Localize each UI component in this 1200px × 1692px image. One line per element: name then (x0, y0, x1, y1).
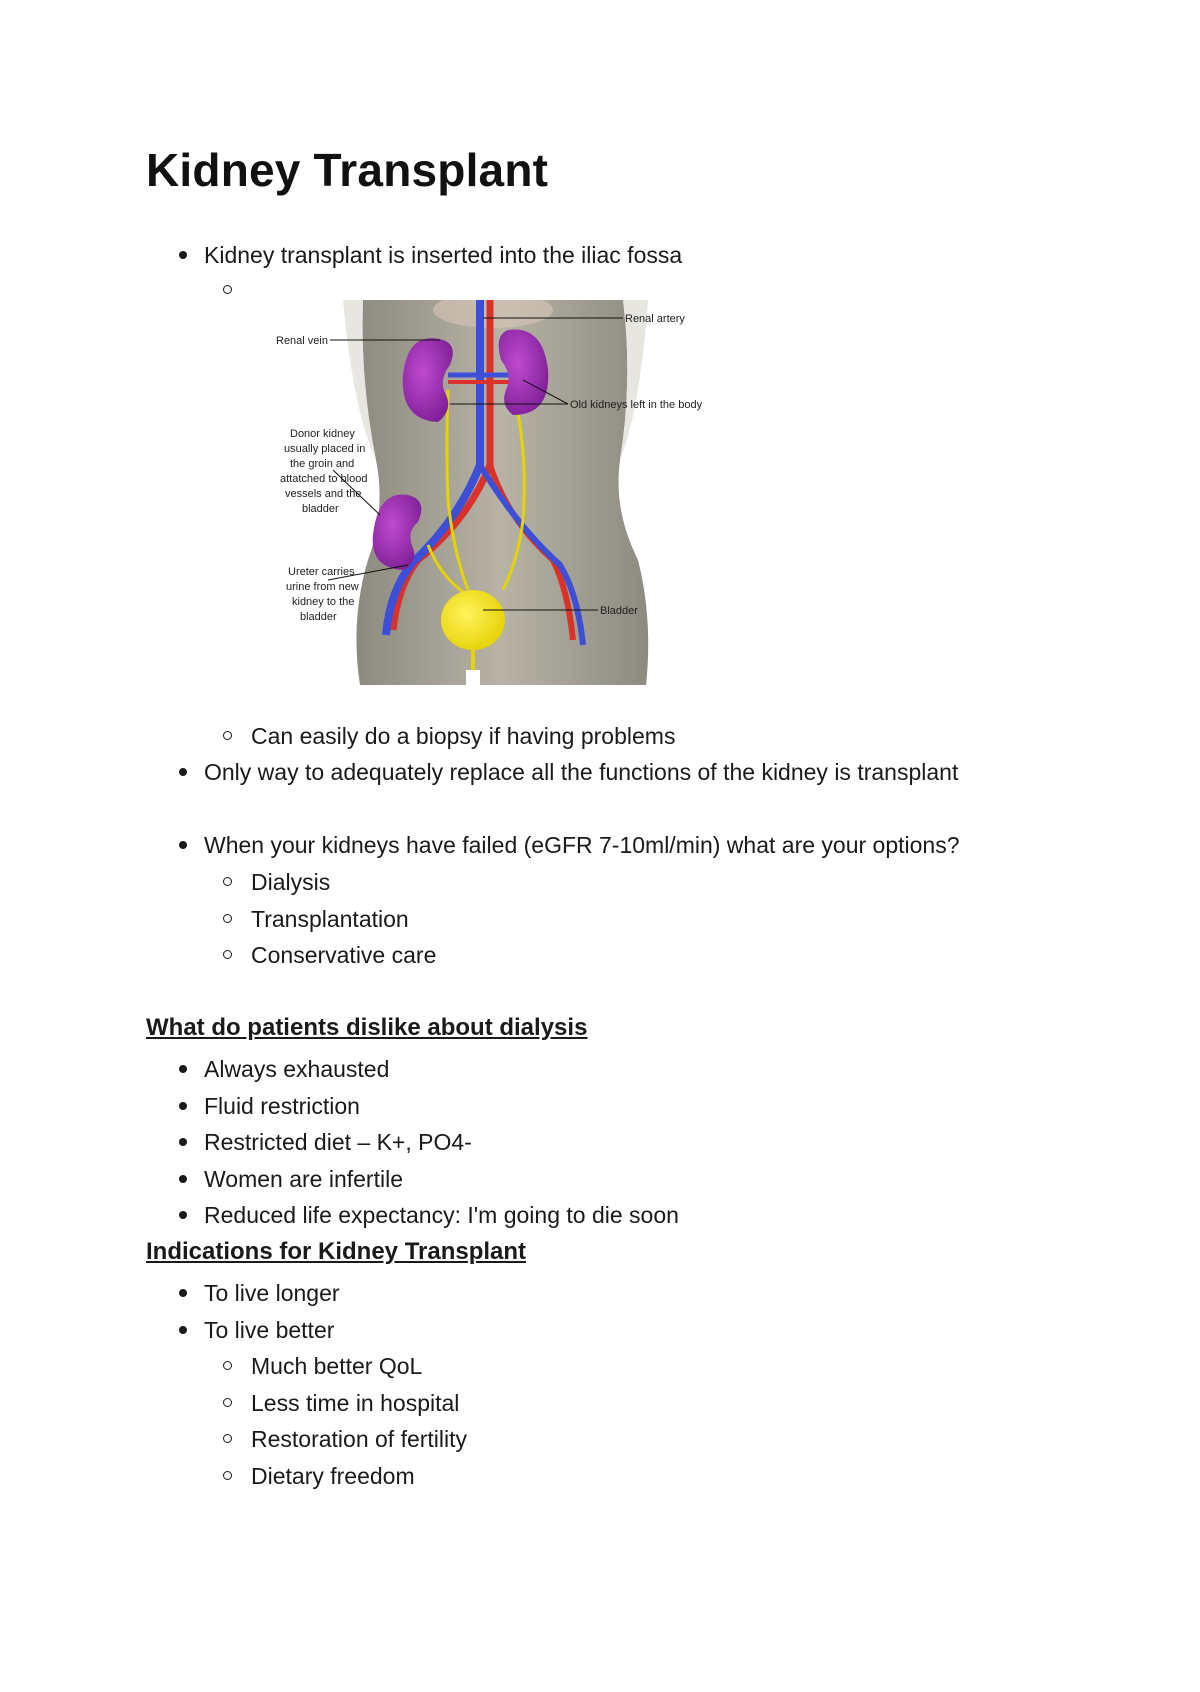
sub-bullet-circle (223, 1434, 232, 1443)
indications-heading: Indications for Kidney Transplant (146, 1238, 527, 1265)
indication-item: To live longer (204, 1280, 340, 1306)
bullet-kidneys-failed: When your kidneys have failed (eGFR 7-10ml/min) what are your options? (204, 832, 960, 858)
bullet-iliac-fossa: Kidney transplant is inserted into the iliac fossa (204, 242, 683, 268)
label-donor-kidney-5: vessels and the (285, 488, 362, 500)
dislike-item: Women are infertile (204, 1166, 403, 1192)
bullet-dot (179, 1211, 187, 1219)
label-bladder: Bladder (600, 605, 638, 617)
label-old-kidneys: Old kidneys left in the body (570, 399, 703, 411)
label-donor-kidney-3: the groin and (290, 458, 355, 470)
bullet-dot (179, 1065, 187, 1073)
bullet-dot (179, 1175, 187, 1183)
bullet-dot (179, 768, 187, 776)
label-ureter-4: bladder (300, 611, 337, 623)
option-transplantation: Transplantation (251, 906, 409, 932)
dislike-heading: What do patients dislike about dialysis (146, 1014, 588, 1041)
bullet-dot (179, 1326, 187, 1334)
kidney-transplant-diagram (268, 300, 768, 692)
label-donor-kidney-1: Donor kidney (290, 428, 355, 440)
page-title: Kidney Transplant (146, 144, 549, 196)
label-donor-kidney-4: attatched to blood (280, 473, 368, 485)
sub-bullet-circle (223, 1398, 232, 1407)
dislike-item: Fluid restriction (204, 1093, 360, 1119)
label-ureter-3: kidney to the (292, 596, 355, 608)
sub-bullet-circle (223, 1471, 232, 1480)
indication-item: To live better (204, 1317, 335, 1343)
indication-sub-item: Dietary freedom (251, 1463, 415, 1489)
bullet-dot (179, 1138, 187, 1146)
dislike-item: Restricted diet – K+, PO4- (204, 1129, 472, 1155)
bladder-shape (441, 590, 505, 650)
sub-bullet-circle (223, 914, 232, 923)
sub-bullet-circle (223, 285, 232, 294)
sub-bullet-circle (223, 877, 232, 886)
indication-sub-item: Restoration of fertility (251, 1426, 468, 1452)
sub-bullet-biopsy: Can easily do a biopsy if having problems (251, 723, 676, 749)
label-renal-vein: Renal vein (276, 335, 328, 347)
sub-bullet-circle (223, 950, 232, 959)
dislike-item: Reduced life expectancy: I'm going to die soon (204, 1202, 679, 1228)
sub-bullet-circle (223, 1361, 232, 1370)
sub-bullet-circle (223, 731, 232, 740)
bullet-only-way: Only way to adequately replace all the functions of the kidney is transplant (204, 759, 959, 785)
label-donor-kidney-2: usually placed in (284, 443, 366, 455)
bullet-dot (179, 841, 187, 849)
label-donor-kidney-6: bladder (302, 503, 339, 515)
option-dialysis: Dialysis (251, 869, 331, 895)
label-renal-artery: Renal artery (625, 313, 685, 325)
indication-sub-item: Less time in hospital (251, 1390, 460, 1416)
bullet-dot (179, 1289, 187, 1297)
dislike-item: Always exhausted (204, 1056, 390, 1082)
label-ureter-2: urine from new (286, 581, 359, 593)
bullet-dot (179, 251, 187, 259)
option-conservative-care: Conservative care (251, 942, 437, 968)
bullet-dot (179, 1102, 187, 1110)
label-ureter-1: Ureter carries (288, 566, 355, 578)
indication-sub-item: Much better QoL (251, 1353, 423, 1379)
